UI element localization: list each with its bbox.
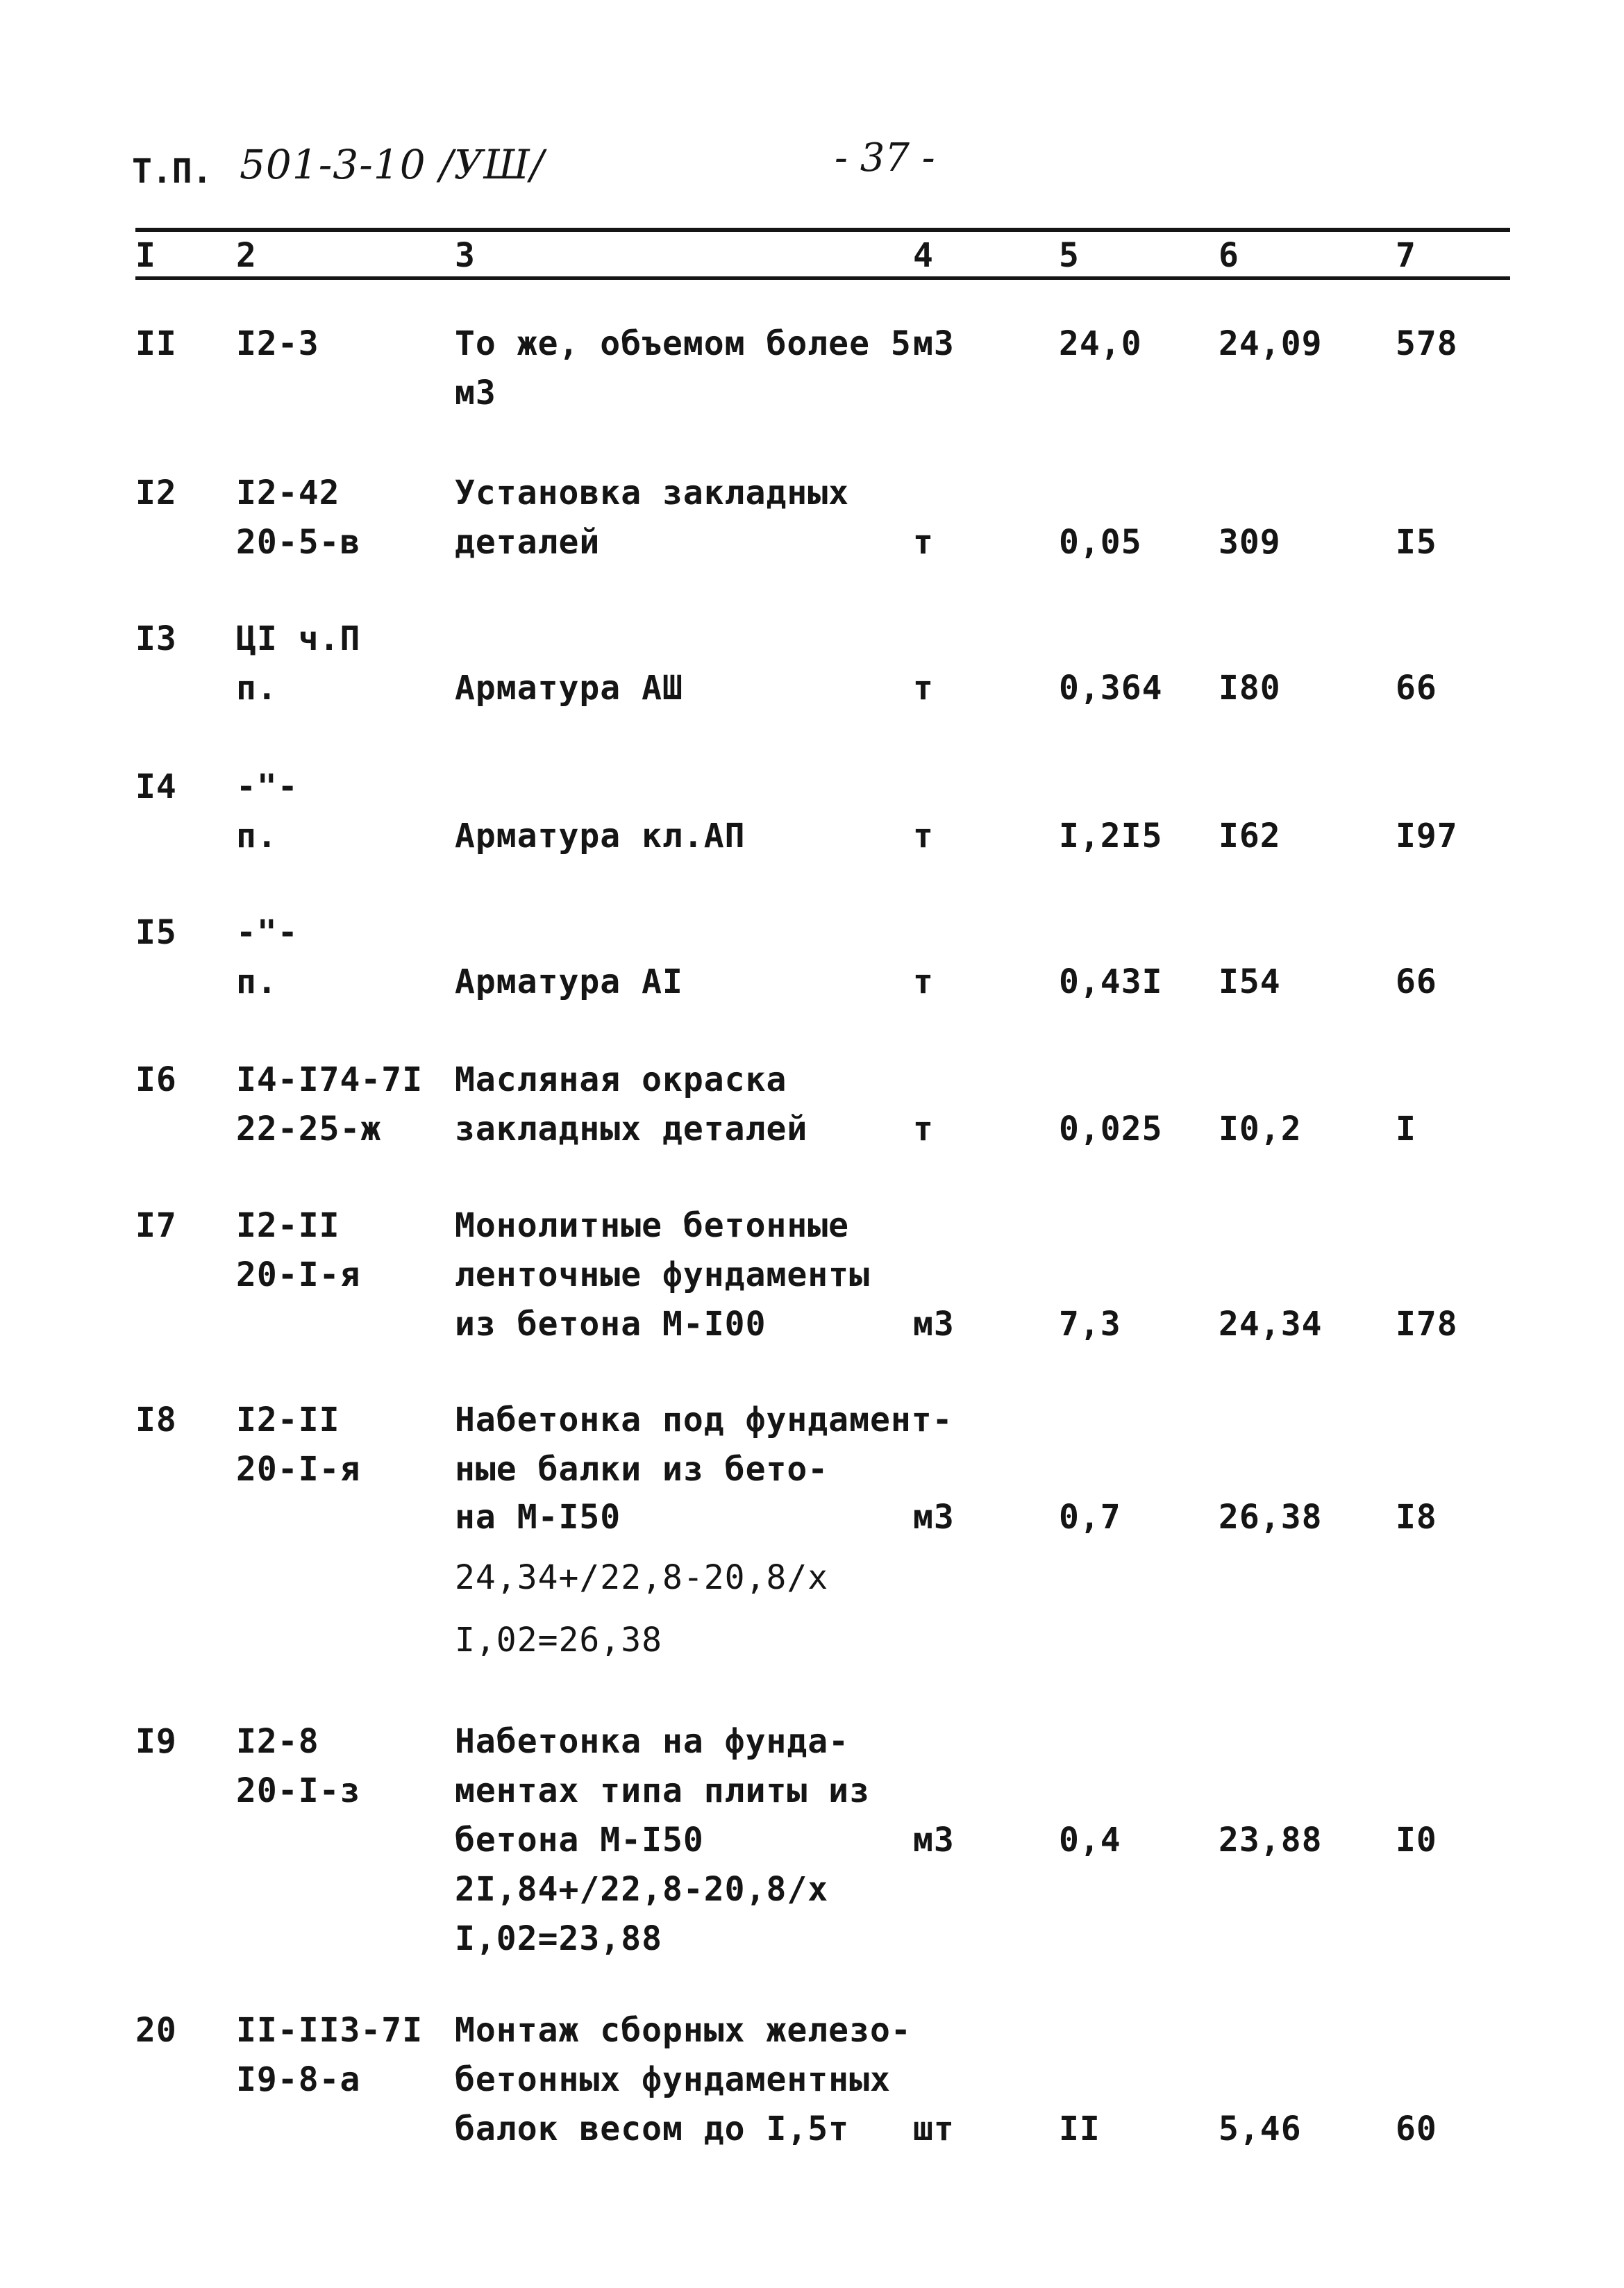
norm-code: I4-I74-7I [236,1060,424,1099]
quantity: 0,43I [1059,962,1163,1001]
unit: м3 [913,324,955,363]
norm-code: II-II3-7I [236,2011,424,2050]
norm-code: 20-I-я [236,1450,361,1489]
norm-code: 20-5-в [236,523,361,562]
work-description: бетонных фундаментных [455,2060,891,2099]
norm-code: I2-3 [236,324,319,363]
work-description: Арматура АШ [455,669,683,708]
total-cost: I97 [1396,817,1458,855]
quantity: 24,0 [1059,324,1142,363]
quantity: II [1059,2110,1100,2148]
document-header [132,135,1507,198]
total-cost: 66 [1396,962,1437,1001]
work-description: ленточные фундаменты [455,1255,870,1294]
work-description: бетона М-I50 [455,1821,704,1860]
work-description: 2I,84+/22,8-20,8/х [455,1870,829,1909]
quantity: 7,3 [1059,1305,1121,1344]
project-code: 501-3-10 /УШ/ [240,141,545,188]
unit: т [913,669,934,708]
quantity: 0,05 [1059,523,1142,562]
unit-price: 23,88 [1219,1821,1323,1860]
work-description: Набетонка под фундамент- [455,1401,953,1439]
norm-code: 20-I-я [236,1255,361,1294]
work-description: То же, объемом более 5 [455,324,912,363]
price-calculation: 24,34+/22,8-20,8/х [455,1558,829,1597]
column-header: 4 [913,236,933,275]
row-number: 20 [135,2011,177,2050]
work-description: ментах типа плиты из [455,1771,870,1810]
work-description: Масляная окраска [455,1060,787,1099]
work-description: Монтаж сборных железо- [455,2011,912,2050]
quantity: 0,364 [1059,669,1163,708]
unit: т [913,817,934,855]
total-cost: I0 [1396,1821,1437,1860]
row-number: II [135,324,177,363]
unit-price: I0,2 [1219,1110,1302,1149]
unit-price: I62 [1219,817,1281,855]
norm-code: п. [236,962,278,1001]
page-number: - 37 - [835,135,935,181]
total-cost: I8 [1396,1498,1437,1537]
work-description: деталей [455,523,601,562]
norm-code: I2-II [236,1401,340,1439]
unit-price: 24,09 [1219,324,1323,363]
column-header: 2 [236,236,256,275]
row-number: I5 [135,913,177,952]
work-description: Установка закладных [455,474,850,512]
column-header: 6 [1219,236,1239,275]
row-number: I3 [135,619,177,658]
column-header: I [135,236,156,275]
header-bottom-rule [135,276,1510,280]
row-number: I9 [135,1722,177,1761]
unit-price: I80 [1219,669,1281,708]
total-cost: 66 [1396,669,1437,708]
unit-price: I54 [1219,962,1281,1001]
quantity: 0,7 [1059,1498,1121,1537]
norm-code: 22-25-ж [236,1110,382,1149]
norm-code: ЦI ч.П [236,619,361,658]
total-cost: I5 [1396,523,1437,562]
table-top-rule [135,228,1510,232]
total-cost: 578 [1396,324,1458,363]
work-description: м3 [455,374,496,412]
unit: м3 [913,1821,955,1860]
column-header: 5 [1059,236,1079,275]
unit-price: 24,34 [1219,1305,1323,1344]
total-cost: I [1396,1110,1416,1149]
work-description: на М-I50 [455,1498,621,1537]
work-description: Набетонка на фунда- [455,1722,850,1761]
unit-price: 26,38 [1219,1498,1323,1537]
work-description: балок весом до I,5т [455,2110,850,2148]
row-number: I7 [135,1206,177,1245]
norm-code: I9-8-а [236,2060,361,2099]
norm-code: п. [236,817,278,855]
unit: т [913,523,934,562]
unit: т [913,1110,934,1149]
norm-code: I2-42 [236,474,340,512]
unit: м3 [913,1305,955,1344]
unit: м3 [913,1498,955,1537]
work-description: из бетона М-I00 [455,1305,767,1344]
row-number: I8 [135,1401,177,1439]
doc-type-label: Т.П. [132,152,212,191]
quantity: 0,4 [1059,1821,1121,1860]
norm-code: п. [236,669,278,708]
row-number: I2 [135,474,177,512]
quantity: I,2I5 [1059,817,1163,855]
norm-code: -"- [236,913,299,952]
norm-code: I2-II [236,1206,340,1245]
total-cost: I78 [1396,1305,1458,1344]
total-cost: 60 [1396,2110,1437,2148]
unit-price: 309 [1219,523,1281,562]
row-number: I4 [135,767,177,806]
price-calculation: I,02=26,38 [455,1621,662,1660]
work-description: Арматура кл.АП [455,817,746,855]
work-description: I,02=23,88 [455,1919,662,1958]
column-header: 7 [1396,236,1416,275]
column-header: 3 [455,236,475,275]
work-description: закладных деталей [455,1110,808,1149]
quantity: 0,025 [1059,1110,1163,1149]
unit: т [913,962,934,1001]
work-description: Арматура АI [455,962,683,1001]
norm-code: -"- [236,767,299,806]
work-description: Монолитные бетонные [455,1206,850,1245]
unit: шт [913,2110,955,2148]
row-number: I6 [135,1060,177,1099]
norm-code: I2-8 [236,1722,319,1761]
norm-code: 20-I-з [236,1771,361,1810]
work-description: ные балки из бето- [455,1450,829,1489]
unit-price: 5,46 [1219,2110,1302,2148]
